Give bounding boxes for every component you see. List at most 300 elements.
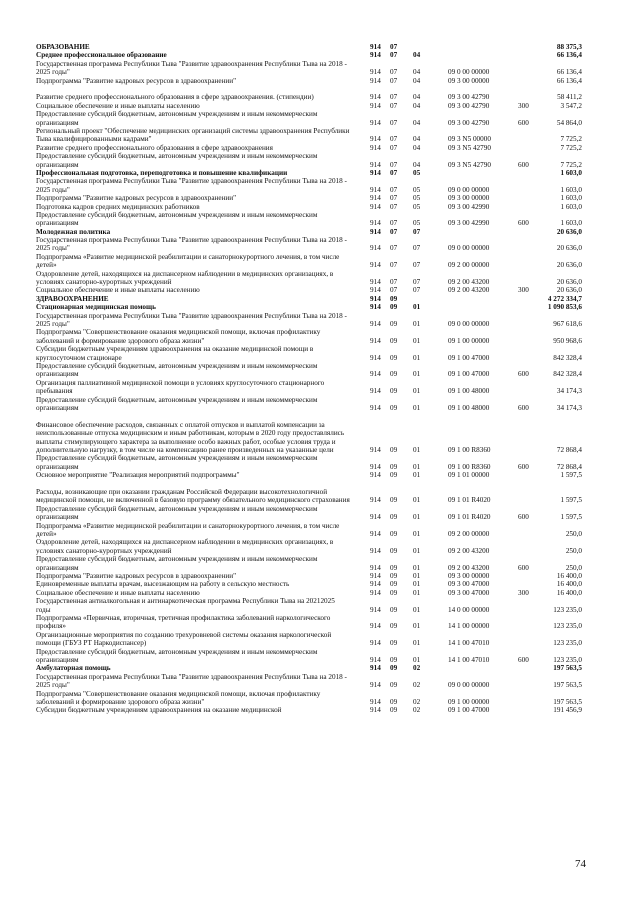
cell-name: Социальное обеспечение и иные выплаты населению [36,286,200,295]
cell-pr: 07 [413,244,421,253]
cell-rz: 09 [390,320,398,329]
cell-pr: 01 [413,563,421,572]
cell-pr: 04 [413,160,421,169]
cell-rz: 07 [390,194,398,203]
cell-pr: 04 [413,101,421,110]
cell-sum: 1 603,0 [560,194,582,203]
cell-rz: 07 [390,101,398,110]
table-row [0,169,640,177]
table-row [0,228,640,236]
cell-name: Государственная программа Республики Тыва "Развитие здравоохранения Республики Тыва на 2018 - 2025 годы" [36,311,347,329]
cell-ved: 914 [370,286,381,295]
table-row [0,194,640,202]
table-row [0,572,640,580]
cell-pr: 04 [413,68,421,77]
cell-ved: 914 [370,185,381,194]
cell-ved: 914 [370,471,381,480]
cell-sum: 7 725,2 [560,160,582,169]
cell-pr: 01 [413,546,421,555]
cell-ved: 914 [370,655,381,664]
table-row [0,144,640,152]
table-row [0,203,640,211]
table-row [0,77,640,85]
table-row [0,286,640,294]
cell-name: Государственная антиалкогольная и антинаркотическая программа Республики Тыва на 20212025 годы [36,597,335,614]
cell-sum: 66 136,4 [556,51,582,60]
cell-sum: 7 725,2 [560,135,582,144]
cell-sum: 197 563,5 [553,697,582,706]
cell-ved: 914 [370,244,381,253]
cell-ved: 914 [370,294,381,303]
cell-ved: 914 [370,320,381,329]
cell-ved: 914 [370,101,381,110]
cell-csr: 09 1 00 47000 [448,353,490,362]
cell-rz: 07 [390,93,398,102]
cell-sum: 4 272 334,7 [547,294,582,303]
cell-name: Государственная программа Республики Тыва "Развитие здравоохранения Республики Тыва на 2018 - 2025 годы" [36,672,347,690]
cell-csr: 09 1 00 R8360 [448,446,491,455]
cell-name: Подпрограмма "Развитие кадровых ресурсов в здравоохранении" [36,194,237,203]
cell-rz: 09 [390,655,398,664]
cell-ved: 914 [370,42,381,51]
cell-name: Подпрограмма "Совершенствование оказания медицинской помощи, включая профилактику заболеваний и формирование здорового образа жизни" [36,689,321,706]
cell-rz: 09 [390,370,398,379]
cell-csr: 09 3 N5 42790 [448,143,491,152]
cell-vr: 600 [518,513,529,522]
cell-csr: 09 3 00 42990 [448,219,490,228]
cell-rz: 09 [390,622,398,631]
table-row [0,706,640,714]
cell-rz: 09 [390,664,398,673]
cell-rz: 07 [390,68,398,77]
cell-rz: 09 [390,563,398,572]
cell-ved: 914 [370,681,381,690]
cell-rz: 09 [390,471,398,480]
cell-ved: 914 [370,446,381,455]
cell-name: Развитие среднего профессионального образования в сфере здравоохранения. (стипендии) [36,93,314,102]
cell-rz: 09 [390,336,398,345]
cell-csr: 09 3 00 47000 [448,580,490,589]
cell-pr: 02 [413,697,421,706]
cell-pr: 01 [413,655,421,664]
table-row [0,253,640,270]
table-row [0,43,640,51]
cell-name: Единовременные выплаты врачам, высезжающим на работу в сельскую местность [36,580,290,589]
cell-pr: 01 [413,387,421,396]
cell-sum: 1 597,5 [560,471,582,480]
cell-ved: 914 [370,697,381,706]
cell-csr: 09 1 00 47000 [448,370,490,379]
cell-csr: 09 0 00 00000 [448,320,490,329]
cell-name: Предоставление субсидий бюджетным, автономным учреждениям и иным некоммерческим организациям [36,152,318,169]
cell-pr: 01 [413,353,421,362]
cell-sum: 16 400,0 [556,571,582,580]
cell-name: Подпрограмма «Первичная, вторичная, третичная профилактика заболеваний наркологического профиля» [36,613,331,631]
cell-name: Предоставление субсидий бюджетным, автономным учреждениям и иным некоммерческим организациям [36,395,318,413]
cell-name: Государственная программа Республики Тыва "Развитие здравоохранения Республики Тыва на 2018 - 2025 годы" [36,59,347,77]
cell-sum: 1 603,0 [560,219,582,228]
cell-sum: 34 174,3 [556,404,582,413]
cell-ved: 914 [370,462,381,471]
cell-rz: 09 [390,571,398,580]
cell-rz: 09 [390,496,398,505]
budget-table [0,43,640,715]
cell-rz: 09 [390,639,398,648]
cell-csr: 09 3 00 42790 [448,118,490,127]
cell-csr: 09 1 01 R4020 [448,513,491,522]
cell-rz: 09 [390,530,398,538]
cell-name: Оздоровление детей, находящихся на диспансерном наблюдении в медицинских организациях, в условиях санаторно-курортных учреждений [36,538,334,555]
cell-rz: 09 [390,588,398,597]
cell-name: Развитие среднего профессионального образования в сфере здравоохранения [36,143,273,152]
cell-name: Подготовка кадров средних медицинских работников [36,202,200,211]
cell-csr: 09 2 00 43200 [448,546,490,555]
cell-csr: 14 1 00 00000 [448,622,490,631]
table-row [0,480,640,505]
cell-rz: 07 [390,143,398,152]
cell-name: Подпрограмма "Развитие кадровых ресурсов в здравоохранении" [36,571,237,580]
cell-rz: 09 [390,681,398,690]
cell-rz: 07 [390,202,398,211]
cell-sum: 1 603,0 [560,168,582,177]
cell-vr: 600 [518,160,529,169]
cell-sum: 950 968,6 [553,336,582,345]
cell-ved: 914 [370,51,381,60]
cell-pr: 02 [413,681,421,690]
cell-sum: 842 328,4 [553,353,582,362]
cell-rz: 09 [390,462,398,471]
table-row [0,589,640,597]
table-row [0,664,640,672]
cell-pr: 05 [413,219,421,228]
cell-rz: 07 [390,160,398,169]
cell-pr: 07 [413,278,421,287]
cell-pr: 01 [413,605,421,614]
cell-csr: 09 3 N5 42790 [448,160,491,169]
table-row [0,51,640,59]
cell-ved: 914 [370,76,381,85]
cell-pr: 04 [413,76,421,85]
cell-rz: 09 [390,387,398,396]
table-row [0,412,640,454]
table-row [0,580,640,588]
cell-pr: 04 [413,143,421,152]
cell-name: ОБРАЗОВАНИЕ [36,42,90,51]
cell-ved: 914 [370,278,381,287]
table-row [0,102,640,110]
table-row [0,471,640,479]
cell-ved: 914 [370,370,381,379]
cell-ved: 914 [370,160,381,169]
cell-rz: 07 [390,168,398,177]
cell-name: Основное мероприятие "Реализация мероприятий подпрограммы" [36,471,240,480]
cell-ved: 914 [370,622,381,631]
cell-pr: 01 [413,471,421,480]
cell-sum: 1 603,0 [560,185,582,194]
table-row [0,152,640,169]
cell-sum: 54 864,0 [556,118,582,127]
cell-pr: 02 [413,664,421,673]
cell-pr: 07 [413,261,421,270]
cell-ved: 914 [370,303,381,312]
table-row [0,597,640,614]
cell-pr: 01 [413,320,421,329]
cell-name: Организация паллиативной медицинской помощи в условиях круглосуточного стационарного пребывания [36,378,325,396]
cell-rz: 07 [390,261,398,270]
table-row [0,538,640,555]
cell-ved: 914 [370,143,381,152]
cell-csr: 09 3 00 42790 [448,93,490,102]
cell-sum: 123 235,0 [553,605,582,614]
table-row [0,85,640,102]
cell-ved: 914 [370,605,381,614]
cell-ved: 914 [370,93,381,102]
cell-rz: 07 [390,278,398,287]
cell-rz: 07 [390,76,398,85]
cell-pr: 01 [413,639,421,648]
cell-csr: 09 1 00 48000 [448,387,490,396]
cell-rz: 09 [390,513,398,522]
cell-name: ЗДРАВООХРАНЕНИЕ [36,294,109,303]
cell-sum: 1 603,0 [560,202,582,211]
cell-name: Профессиональная подготовка, переподготовка и повышение квалификации [36,168,288,177]
table-row [0,379,640,396]
cell-name: Предоставление субсидий бюджетным, автономным учреждениям и иным некоммерческим организациям [36,362,318,379]
cell-ved: 914 [370,202,381,211]
cell-pr: 01 [413,580,421,589]
cell-sum: 123 235,0 [553,639,582,648]
cell-name: Предоставление субсидий бюджетным, автономным учреждениям и иным некоммерческим организациям [36,647,318,664]
cell-ved: 914 [370,336,381,345]
cell-sum: 191 456,9 [553,706,582,715]
cell-pr: 04 [413,118,421,127]
cell-rz: 07 [390,244,398,253]
table-row [0,555,640,572]
cell-sum: 58 411,2 [557,93,582,102]
cell-ved: 914 [370,404,381,413]
cell-name: Социальное обеспечение и иные выплаты населению [36,101,200,110]
table-row [0,270,640,287]
cell-csr: 09 3 00 00000 [448,194,490,203]
cell-ved: 914 [370,118,381,127]
cell-name: Предоставление субсидий бюджетным, автономным учреждениям и иным некоммерческим организациям [36,454,318,471]
cell-csr: 09 1 00 00000 [448,336,490,345]
cell-rz: 07 [390,135,398,144]
cell-csr: 14 1 00 47010 [448,655,490,664]
cell-rz: 09 [390,580,398,589]
cell-sum: 20 636,0 [556,286,582,295]
cell-rz: 09 [390,294,398,303]
cell-rz: 09 [390,446,398,455]
cell-name: Финансовое обеспечение расходов, связанных с оплатой отпусков и выплатой компенсации за неиспользованные отпуска медицинским и иным работникам, которым в 2020 году предоставлялись выплаты стимулирующего характера за выполнение особо важных работ, особые условия труда и дополнительную нагрузку, в том числе на компенсацию ранее произведенных на указанные цели [36,420,345,455]
cell-name: Подпрограмма "Развитие кадровых ресурсов в здравоохранении" [36,76,237,85]
cell-sum: 16 400,0 [556,588,582,597]
cell-name: Стационарная медицинская помощь [36,303,156,312]
cell-pr: 01 [413,446,421,455]
cell-ved: 914 [370,496,381,505]
cell-name: Государственная программа Республики Тыва "Развитие здравоохранения Республики Тыва на 2018 - 2025 годы" [36,177,347,194]
cell-pr: 01 [413,303,421,312]
cell-ved: 914 [370,563,381,572]
cell-sum: 72 868,4 [556,446,582,455]
cell-pr: 05 [413,185,421,194]
cell-csr: 09 0 00 00000 [448,185,490,194]
cell-csr: 14 1 00 47010 [448,639,490,648]
table-row [0,345,640,362]
cell-name: Подпрограмма "Совершенствование оказания медицинской помощи, включая профилактику заболеваний и формирование здорового образа жизни" [36,328,321,345]
cell-rz: 07 [390,185,398,194]
cell-sum: 1 090 853,6 [547,303,582,312]
cell-ved: 914 [370,387,381,396]
cell-vr: 600 [518,118,529,127]
cell-pr: 07 [413,227,421,236]
cell-sum: 66 136,4 [556,68,582,77]
cell-vr: 600 [518,370,529,379]
cell-vr: 300 [518,286,529,295]
cell-name: Амбулаторная помощь [36,664,111,673]
cell-ved: 914 [370,219,381,228]
cell-csr: 09 3 00 00000 [448,571,490,580]
cell-sum: 20 636,0 [556,261,582,270]
cell-rz: 07 [390,51,398,60]
cell-sum: 123 235,0 [553,655,582,664]
cell-ved: 914 [370,168,381,177]
table-row [0,396,640,413]
cell-name: Оздоровление детей, находящихся на диспансерном наблюдении в медицинских организациях, в условиях санаторно-курортных учреждений [36,269,334,287]
cell-sum: 66 136,4 [556,76,582,85]
cell-name: Предоставление субсидий бюджетным, автономным учреждениям и иным некоммерческим организациям [36,555,318,572]
cell-csr: 09 2 00 43200 [448,563,490,572]
cell-vr: 600 [518,563,529,572]
cell-pr: 01 [413,336,421,345]
cell-ved: 914 [370,68,381,77]
cell-name: Молодежная политика [36,227,111,236]
table-row [0,295,640,303]
cell-sum: 123 235,0 [553,622,582,631]
table-row [0,690,640,707]
cell-sum: 250,0 [565,546,582,555]
cell-sum: 72 868,4 [556,462,582,471]
cell-pr: 02 [413,706,421,715]
cell-sum: 20 636,0 [556,227,582,236]
cell-sum: 20 636,0 [556,278,582,287]
cell-pr: 04 [413,135,421,144]
table-row [0,505,640,522]
cell-ved: 914 [370,530,381,538]
cell-csr: 09 1 01 R4020 [448,496,491,505]
table-row [0,127,640,144]
cell-vr: 300 [518,588,529,597]
table-row [0,362,640,379]
cell-sum: 967 618,6 [553,320,582,329]
table-row [0,328,640,345]
cell-rz: 07 [390,118,398,127]
cell-csr: 09 1 00 00000 [448,697,490,706]
table-row [0,177,640,194]
cell-csr: 09 0 00 00000 [448,68,490,77]
cell-csr: 09 2 00 43200 [448,286,490,295]
cell-csr: 09 2 00 43200 [448,278,490,287]
cell-rz: 07 [390,227,398,236]
cell-csr: 09 3 N5 00000 [448,135,491,144]
cell-csr: 09 3 00 42990 [448,202,490,211]
table-row [0,312,640,329]
cell-sum: 842 328,4 [553,370,582,379]
cell-sum: 1 597,5 [560,513,582,522]
cell-pr: 04 [413,93,421,102]
cell-csr: 09 0 00 00000 [448,244,490,253]
table-row [0,303,640,311]
cell-pr: 01 [413,571,421,580]
table-row [0,236,640,253]
cell-csr: 09 3 00 47000 [448,588,490,597]
cell-rz: 07 [390,42,398,51]
cell-name: Региональный проект "Обеспечение медицинских организаций системы здравоохранения Республики Тыва квалифицированными кадрами" [36,126,350,144]
cell-pr: 01 [413,404,421,413]
cell-sum: 197 563,5 [553,664,582,673]
table-row [0,454,640,471]
table-row [0,211,640,228]
cell-name: Подпрограмма «Развитие медицинской реабилитации и санаторнокурортного лечения, в том числе детей» [36,521,340,538]
cell-sum: 7 725,2 [560,143,582,152]
cell-csr: 09 0 00 00000 [448,681,490,690]
cell-pr: 05 [413,202,421,211]
cell-csr: 09 1 00 R8360 [448,462,491,471]
cell-name: Расходы, возникающие при оказании гражданам Российской Федерации высокотехнологичной медицинской помощи, не включенной в базовую программу обязательного медицинского страхования [36,488,350,505]
cell-sum: 34 174,3 [556,387,582,396]
cell-rz: 07 [390,286,398,295]
cell-ved: 914 [370,227,381,236]
cell-rz: 09 [390,697,398,706]
cell-rz: 09 [390,303,398,312]
cell-pr: 01 [413,370,421,379]
cell-csr: 09 1 00 47000 [448,706,490,715]
cell-sum: 88 375,3 [556,42,582,51]
cell-ved: 914 [370,580,381,589]
cell-name: Среднее профессиональное образование [36,51,167,60]
table-row [0,522,640,539]
page-number: 74 [575,858,586,870]
cell-name: Подпрограмма «Развитие медицинской реабилитации и санаторнокурортного лечения, в том числе детей» [36,252,340,270]
cell-pr: 01 [413,513,421,522]
cell-ved: 914 [370,513,381,522]
cell-csr: 09 3 00 00000 [448,76,490,85]
cell-pr: 04 [413,51,421,60]
cell-name: Государственная программа Республики Тыва "Развитие здравоохранения Республики Тыва на 2018 - 2025 годы" [36,236,347,253]
cell-sum: 1 597,5 [560,496,582,505]
cell-vr: 600 [518,655,529,664]
cell-ved: 914 [370,194,381,203]
cell-pr: 01 [413,530,421,538]
cell-name: Предоставление субсидий бюджетным, автономным учреждениям и иным некоммерческим организациям [36,504,318,522]
cell-pr: 07 [413,286,421,295]
table-row [0,60,640,77]
cell-csr: 09 2 00 00000 [448,530,490,538]
cell-rz: 09 [390,353,398,362]
cell-name: Социальное обеспечение и иные выплаты населению [36,588,200,597]
table-row [0,648,640,665]
cell-ved: 914 [370,664,381,673]
cell-sum: 16 400,0 [556,580,582,589]
cell-ved: 914 [370,135,381,144]
cell-vr: 300 [518,101,529,110]
cell-csr: 14 0 00 00000 [448,605,490,614]
cell-csr: 09 2 00 00000 [448,261,490,270]
cell-sum: 250,0 [565,563,582,572]
cell-rz: 09 [390,706,398,715]
cell-ved: 914 [370,639,381,648]
cell-rz: 09 [390,605,398,614]
